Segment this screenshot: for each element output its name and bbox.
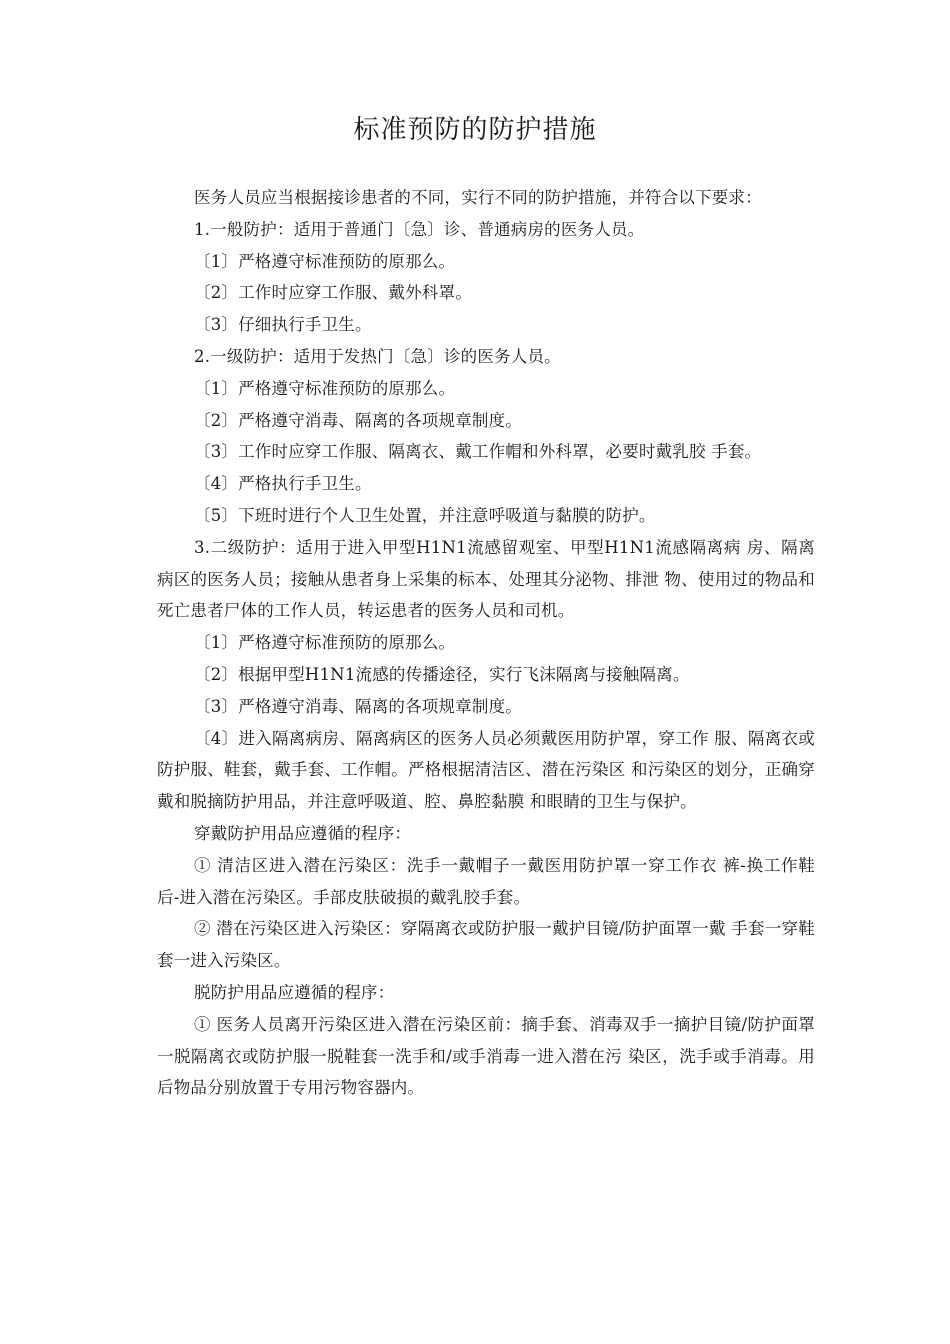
paragraph-doffing-heading: 脱防护用品应遵循的程序： [194,982,395,1002]
paragraph-level2-protection: 3.二级防护：适用于进入甲型H1N1流感留观室、甲型H1N1流感隔离病 房、隔离病区的医务人员；接触从患者身上采集的标本、处理其分泌物、排泄 物、使用过的物品和死亡患者尸体的工作人员，转运患者的医务人员和司机。 [157,537,815,621]
document-title: 标准预防的防护措施 [353,115,597,145]
paragraph-item: 〔4〕严格执行手卫生。 [194,474,372,494]
paragraph-step: ② 潜在污染区进入污染区：穿隔离衣或防护服一戴护目镜/防护面罩一戴 手套一穿鞋套一进入污染区。 [157,919,815,971]
document-body [157,182,815,1104]
paragraph-item: 〔3〕工作时应穿工作服、隔离衣、戴工作帽和外科罩，必要时戴乳胶 手套。 [194,442,762,462]
paragraph-item: 〔1〕严格遵守标准预防的原那么。 [194,633,456,653]
paragraph-level1-protection: 2.一级防护：适用于发热门〔急〕诊的医务人员。 [194,346,561,366]
paragraph-donning-heading: 穿戴防护用品应遵循的程序： [194,823,412,843]
paragraph-item: 〔3〕仔细执行手卫生。 [194,315,372,335]
paragraph-step: ① 医务人员离开污染区进入潜在污染区前：摘手套、消毒双手一摘护目镜/防护面罩一脱隔离衣或防护服一脱鞋套一洗手和/或手消毒一进入潜在污 染区，洗手或手消毒。用后物品分别放置于专用污物容器内。 [157,1014,815,1098]
paragraph-item: 〔1〕严格遵守标准预防的原那么。 [194,378,456,398]
paragraph-item: 〔2〕严格遵守消毒、隔离的各项规章制度。 [194,410,522,430]
paragraph-item: 〔5〕下班时进行个人卫生处置，并注意呼吸道与黏膜的防护。 [194,505,656,525]
paragraph-general-protection: 1.一般防护：适用于普通门〔急〕诊、普通病房的医务人员。 [194,219,645,239]
paragraph-step: ① 清洁区进入潜在污染区：洗手一戴帽子一戴医用防护罩一穿工作衣 裤-换工作鞋后-进入潜在污染区。手部皮肤破损的戴乳胶手套。 [157,855,815,907]
paragraph-item: 〔4〕进入隔离病房、隔离病区的医务人员必须戴医用防护罩，穿工作 服、隔离衣或防护服、鞋套，戴手套、工作帽。严格根据清洁区、潜在污染区 和污染区的划分，正确穿戴和脱摘防护用品，并注意呼吸道、腔、鼻腔黏膜 和眼睛的卫生与保护。 [157,728,815,812]
paragraph-item: 〔3〕严格遵守消毒、隔离的各项规章制度。 [194,696,522,716]
paragraph-item: 〔1〕严格遵守标准预防的原那么。 [194,251,456,271]
paragraph-item: 〔2〕根据甲型H1N1流感的传播途径，实行飞沫隔离与接触隔离。 [194,664,690,684]
paragraph-item: 〔2〕工作时应穿工作服、戴外科罩。 [194,283,472,303]
paragraph-intro: 医务人员应当根据接诊患者的不同，实行不同的防护措施，并符合以下要求： [194,188,762,207]
